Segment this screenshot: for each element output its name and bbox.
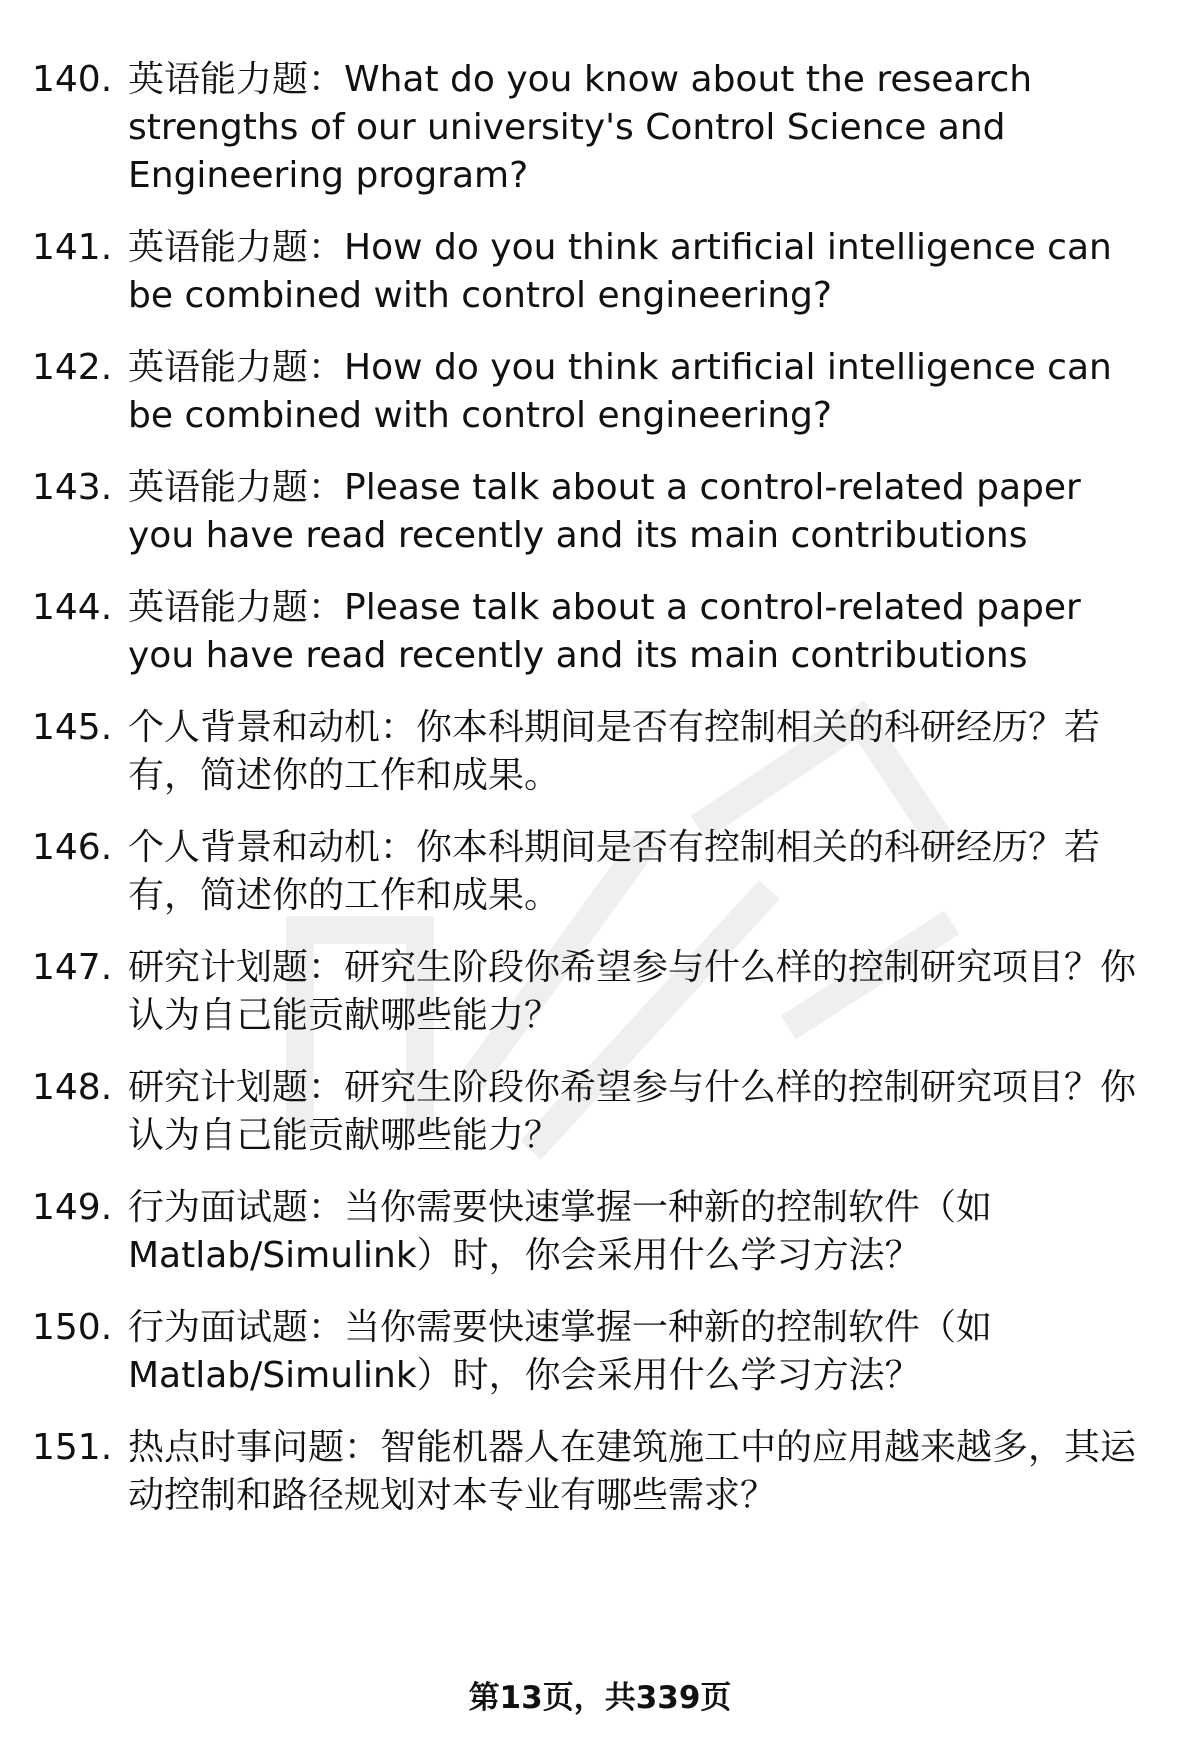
question-item	[0, 704, 1200, 800]
question-number: 141.	[32, 227, 113, 268]
question-number: 147.	[32, 947, 113, 988]
question-number: 140.	[32, 59, 113, 100]
question-number: 145.	[32, 707, 113, 748]
question-number: 142.	[32, 347, 113, 388]
question-item	[0, 224, 1200, 320]
question-item	[0, 1304, 1200, 1400]
question-item	[0, 824, 1200, 920]
question-item	[0, 56, 1200, 200]
question-number: 144.	[32, 587, 113, 628]
page-number-footer: 第13页，共339页	[468, 1680, 732, 1716]
question-number: 148.	[32, 1067, 113, 1108]
question-item	[0, 1184, 1200, 1280]
question-number: 146.	[32, 827, 113, 868]
question-item	[0, 944, 1200, 1040]
question-item	[0, 584, 1200, 680]
question-number: 149.	[32, 1187, 113, 1228]
question-item	[0, 1064, 1200, 1160]
question-item	[0, 1424, 1200, 1520]
question-item	[0, 344, 1200, 440]
question-item	[0, 464, 1200, 560]
question-text: 个人背景和动机：你本科期间是否有控制相关的科研经历？若有，简述你的工作和成果。	[128, 827, 1101, 916]
question-text: 英语能力题：How do you think artificial intelligence can be combined with control engineering?	[128, 227, 1112, 316]
question-text: 英语能力题：What do you know about the research strengths of our university's Control Science and Engineering program?	[128, 59, 1033, 196]
question-number: 143.	[32, 467, 113, 508]
question-text: 英语能力题：Please talk about a control-related paper you have read recently and its main contributions	[128, 587, 1081, 676]
question-text: 行为面试题：当你需要快速掌握一种新的控制软件（如Matlab/Simulink）时，你会采用什么学习方法？	[128, 1307, 993, 1396]
question-text: 研究计划题：研究生阶段你希望参与什么样的控制研究项目？你认为自己能贡献哪些能力？	[128, 947, 1137, 1036]
question-list	[0, 56, 1200, 1544]
question-text: 个人背景和动机：你本科期间是否有控制相关的科研经历？若有，简述你的工作和成果。	[128, 707, 1101, 796]
question-number: 150.	[32, 1307, 113, 1348]
question-text: 英语能力题：How do you think artificial intelligence can be combined with control engineering?	[128, 347, 1112, 436]
question-text: 热点时事问题：智能机器人在建筑施工中的应用越来越多，其运动控制和路径规划对本专业有哪些需求？	[128, 1427, 1137, 1516]
question-text: 行为面试题：当你需要快速掌握一种新的控制软件（如Matlab/Simulink）时，你会采用什么学习方法？	[128, 1187, 993, 1276]
question-text: 英语能力题：Please talk about a control-related paper you have read recently and its main contributions	[128, 467, 1081, 556]
question-number: 151.	[32, 1427, 113, 1468]
question-text: 研究计划题：研究生阶段你希望参与什么样的控制研究项目？你认为自己能贡献哪些能力？	[128, 1067, 1137, 1156]
